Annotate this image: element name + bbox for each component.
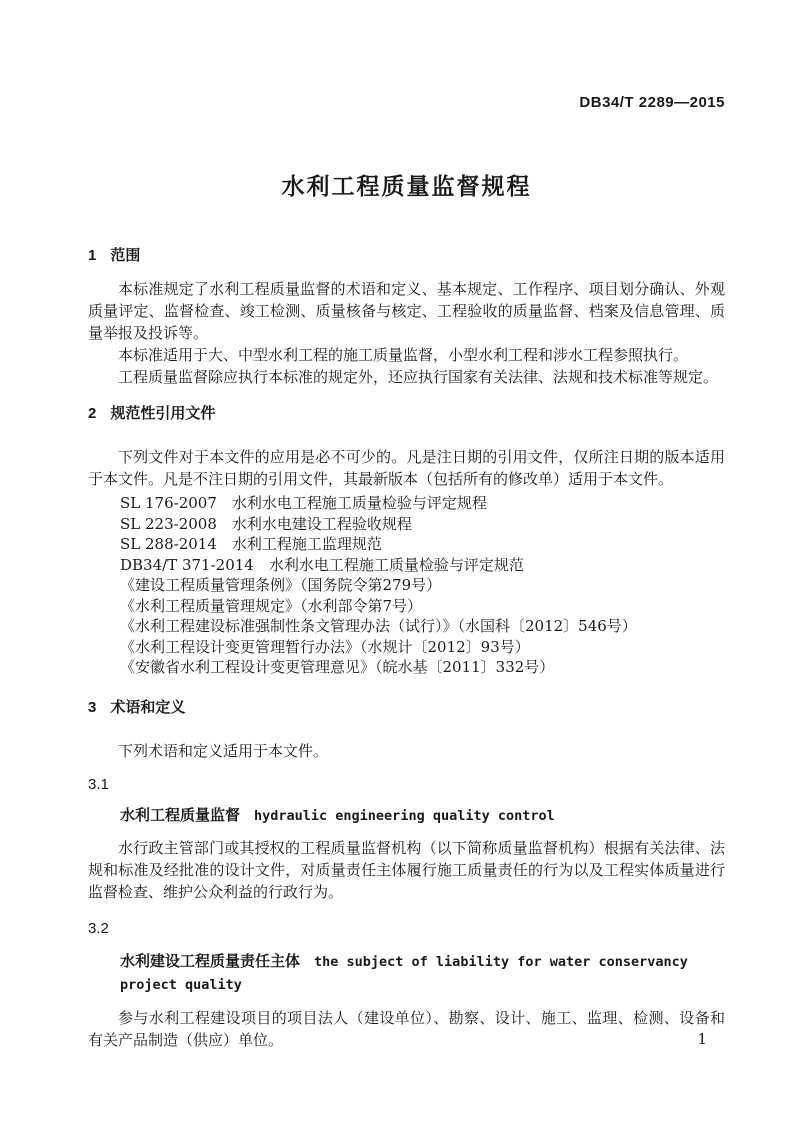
reference-item: SL 223-2008 水利水电建设工程验收规程	[120, 514, 412, 533]
section-1-title: 范围	[110, 247, 141, 264]
section-3-heading	[88, 698, 725, 718]
section-3-intro: 下列术语和定义适用于本文件。	[118, 741, 329, 760]
section-3-number: 3	[88, 698, 97, 716]
term-en: the subject of liability for water conservancy project quality	[120, 953, 688, 993]
section-1-paragraph: 本标准适用于大、中型水利工程的施工质量监督，小型水利工程和涉水工程参照执行。	[118, 346, 689, 364]
page-number: 1	[697, 1030, 707, 1048]
standard-code: DB34/T 2289—2015	[579, 94, 725, 111]
page-content	[88, 0, 725, 1066]
reference-item: DB34/T 371-2014 水利水电工程施工质量检验与评定规范	[120, 555, 524, 574]
section-2-heading	[88, 404, 725, 424]
document-title: 水利工程质量监督规程	[281, 173, 532, 199]
reference-item: 《水利工程建设标准强制性条文管理办法（试行）》（水国科〔2012〕546号）	[120, 617, 637, 635]
reference-item: SL 288-2014 水利工程施工监理规范	[120, 535, 382, 553]
section-1-paragraph: 本标准规定了水利工程质量监督的术语和定义、基本规定、工作程序、项目划分确认、外观质量评定、监督检查、竣工检测、质量核备与核定、工程验收的质量监督、档案及信息管理、质量举报及投诉等。	[88, 280, 725, 342]
section-1-heading	[88, 246, 725, 266]
term-definition: 水行政主管部门或其授权的工程质量监督机构（以下简称质量监督机构）根据有关法律、法规和标准及经批准的设计文件，对质量责任主体履行施工质量责任的行为以及工程实体质量进行监督检查、维护公众利益的行政行为。	[88, 838, 725, 901]
term-number: 3.2	[88, 919, 109, 937]
reference-item: SL 176-2007 水利水电工程施工质量检验与评定规程	[120, 494, 487, 512]
section-1-number: 1	[88, 247, 97, 264]
section-2-title: 规范性引用文件	[110, 405, 216, 422]
term-number: 3.1	[88, 775, 109, 793]
normative-reference-list	[88, 493, 725, 678]
term-definition: 参与水利工程建设项目的项目法人（建设单位）、勘察、设计、施工、监理、检测、设备和有关产品制造（供应）单位。	[88, 1008, 725, 1049]
section-2-number: 2	[88, 405, 97, 422]
reference-item: 《水利工程质量管理规定》（水利部令第7号）	[120, 596, 423, 615]
section-1-paragraph: 工程质量监督除应执行本标准的规定外，还应执行国家有关法律、法规和技术标准等规定。	[118, 368, 719, 386]
term-heading	[88, 804, 725, 827]
reference-item: 《安徽省水利工程设计变更管理意见》（皖水基〔2011〕332号）	[120, 658, 555, 676]
term-zh: 水利建设工程质量责任主体	[120, 952, 301, 970]
term-en: hydraulic engineering quality control	[254, 807, 555, 824]
reference-item: 《水利工程设计变更管理暂行办法》（水规计〔2012〕93号）	[120, 637, 530, 656]
reference-item: 《建设工程质量管理条例》（国务院令第279号）	[120, 576, 442, 594]
term-heading	[88, 950, 725, 996]
term-zh: 水利工程质量监督	[120, 806, 241, 824]
section-2-intro: 下列文件对于本文件的应用是必不可少的。凡是注日期的引用文件，仅所注日期的版本适用于本文件。凡是不注日期的引用文件，其最新版本（包括所有的修改单）适用于本文件。	[88, 448, 725, 488]
section-3-title: 术语和定义	[110, 698, 186, 716]
